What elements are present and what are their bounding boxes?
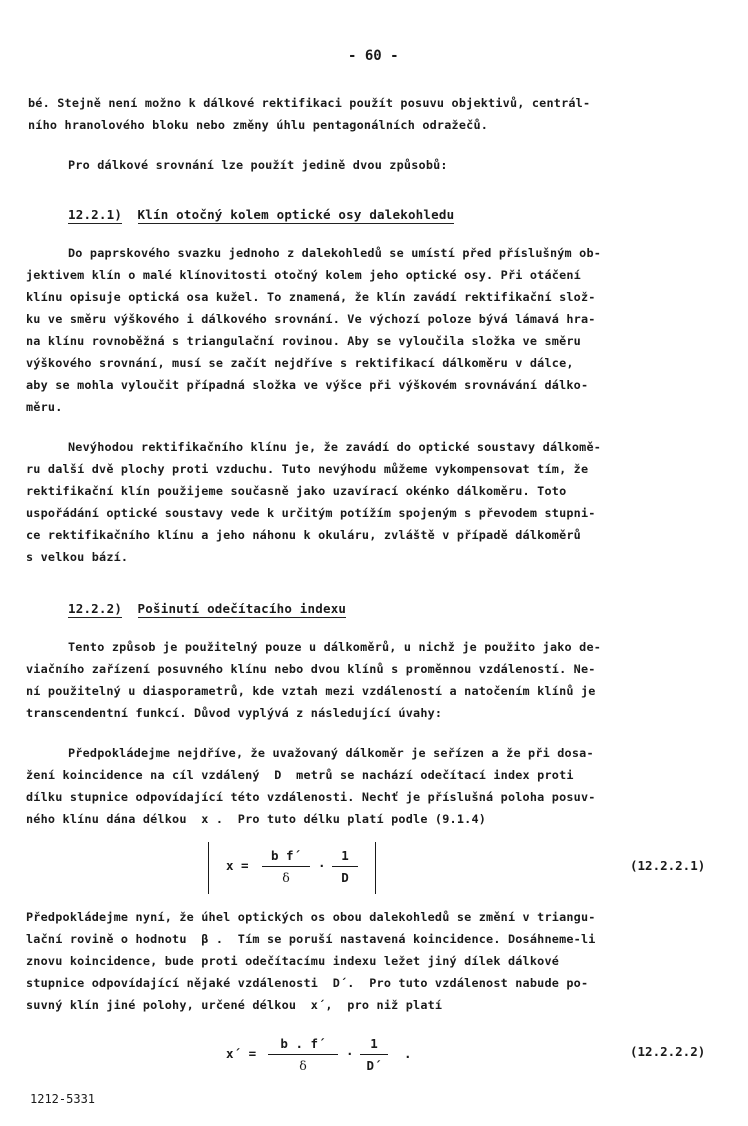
text-line: měru.	[26, 400, 63, 414]
text-line: ního hranolového bloku nebo změny úhlu pentagonálních odražečů.	[28, 118, 489, 132]
eq-lhs: x =	[226, 858, 249, 873]
text-line: Nevýhodou rektifikačního klínu je, že zavádí do optické soustavy dálkomě-	[68, 440, 602, 454]
text-line: na klínu rovnoběžná s triangulační rovinou. Aby se vyloučila složka ve směru	[26, 334, 581, 348]
equation-12-2-2-1	[210, 842, 380, 894]
equation-12-2-2-2	[226, 1034, 426, 1078]
eq-numerator: b . f´	[280, 1036, 326, 1051]
eq-denominator: δ	[282, 870, 290, 885]
text-line: s velkou bází.	[26, 550, 129, 564]
section-heading-12-2-2	[68, 602, 346, 616]
equation-number: (12.2.2.1)	[630, 858, 706, 873]
eq-dot: ·	[318, 858, 326, 873]
eq-dot: ·	[346, 1046, 354, 1061]
fraction-bar	[360, 1054, 388, 1055]
text-line: ku ve směru výškového i dálkového srovnání. Ve výchozí poloze bývá lámavá hra-	[26, 312, 596, 326]
page-number: - 60 -	[348, 48, 399, 64]
eq-lhs: x´ =	[226, 1046, 257, 1061]
text-line: klínu opisuje optická osa kužel. To znamená, že klín zavádí rektifikační slož-	[26, 290, 596, 304]
text-line: jektivem klín o malé klínovitosti otočný kolem jeho optické osy. Při otáčení	[26, 268, 581, 282]
text-line: ce rektifikačního klínu a jeho náhonu k okuláru, zvláště v případě dálkoměrů	[26, 528, 581, 542]
text-line: ní použitelný u diasporametrů, kde vztah mezi vzdáleností a natočením klínů je	[26, 684, 596, 698]
eq-denominator: D´	[366, 1058, 382, 1073]
text-line: znovu koincidence, bude proti odečítacímu indexu ležet jiný dílek dálkové	[26, 954, 560, 968]
eq-numerator: 1	[341, 848, 349, 863]
text-line: ru další dvě plochy proti vzduchu. Tuto nevýhodu můžeme vykompensovat tím, že	[26, 462, 589, 476]
document-code: 1212-5331	[30, 1092, 96, 1106]
text-line: Pro dálkové srovnání lze použít jedině dvou způsobů:	[68, 158, 448, 172]
eq-end-period: .	[404, 1046, 412, 1061]
text-line: dílku stupnice odpovídající této vzdálenosti. Nechť je příslušná poloha posuv-	[26, 790, 596, 804]
section-heading-12-2-1	[68, 208, 454, 222]
text-line: Do paprskového svazku jednoho z dalekohledů se umístí před příslušným ob-	[68, 246, 602, 260]
text-line: transcendentní funkcí. Důvod vyplývá z následující úvahy:	[26, 706, 443, 720]
text-line: Tento způsob je použitelný pouze u dálkoměrů, u nichž je použito jako de-	[68, 640, 602, 654]
text-line: stupnice odpovídající nějaké vzdálenosti D´. Pro tuto vzdálenost nabude po-	[26, 976, 589, 990]
section-title: Klín otočný kolem optické osy dalekohledu	[137, 207, 455, 222]
eq-numerator: 1	[370, 1036, 378, 1051]
text-line: Předpokládejme nyní, že úhel optických os obou dalekohledů se změní v triangu-	[26, 910, 596, 924]
text-line: viačního zařízení posuvného klínu nebo dvou klínů s proměnnou vzdáleností. Ne-	[26, 662, 596, 676]
section-number: 12.2.2)	[68, 601, 123, 616]
equation-number: (12.2.2.2)	[630, 1044, 706, 1059]
eq-numerator: b f´	[270, 848, 302, 863]
text-line: výškového srovnání, musí se začít nejdříve s rektifikací dálkoměru v dálce,	[26, 356, 574, 370]
text-line: uspořádání optické soustavy vede k určitým potížím spojeným s převodem stupni-	[26, 506, 596, 520]
fraction-bar	[262, 866, 310, 867]
text-line: žení koincidence na cíl vzdálený D metrů se nachází odečítací index proti	[26, 768, 574, 782]
text-line: suvný klín jiné polohy, určené délkou x´, pro niž platí	[26, 998, 443, 1012]
fraction-bar	[332, 866, 358, 867]
text-line: ného klínu dána délkou x . Pro tuto délku platí podle (9.1.4)	[26, 812, 487, 826]
text-line: lační rovině o hodnotu β . Tím se poruší nastavená koincidence. Dosáhneme-li	[26, 932, 596, 946]
eq-denominator: δ	[299, 1058, 307, 1073]
text-line: rektifikační klín použijeme současně jako uzavírací okénko dálkoměru. Toto	[26, 484, 567, 498]
text-line: Předpokládejme nejdříve, že uvažovaný dálkoměr je seřízen a že při dosa-	[68, 746, 594, 760]
section-number: 12.2.1)	[68, 207, 123, 222]
text-line: bé. Stejně není možno k dálkové rektifikaci použít posuvu objektivů, centrál-	[28, 96, 591, 110]
fraction-bar	[268, 1054, 338, 1055]
eq-denominator: D	[341, 870, 349, 885]
section-title: Pošinutí odečítacího indexu	[137, 601, 347, 616]
text-line: aby se mohla vyloučit případná složka ve výšce při výškovém srovnávání dálko-	[26, 378, 589, 392]
